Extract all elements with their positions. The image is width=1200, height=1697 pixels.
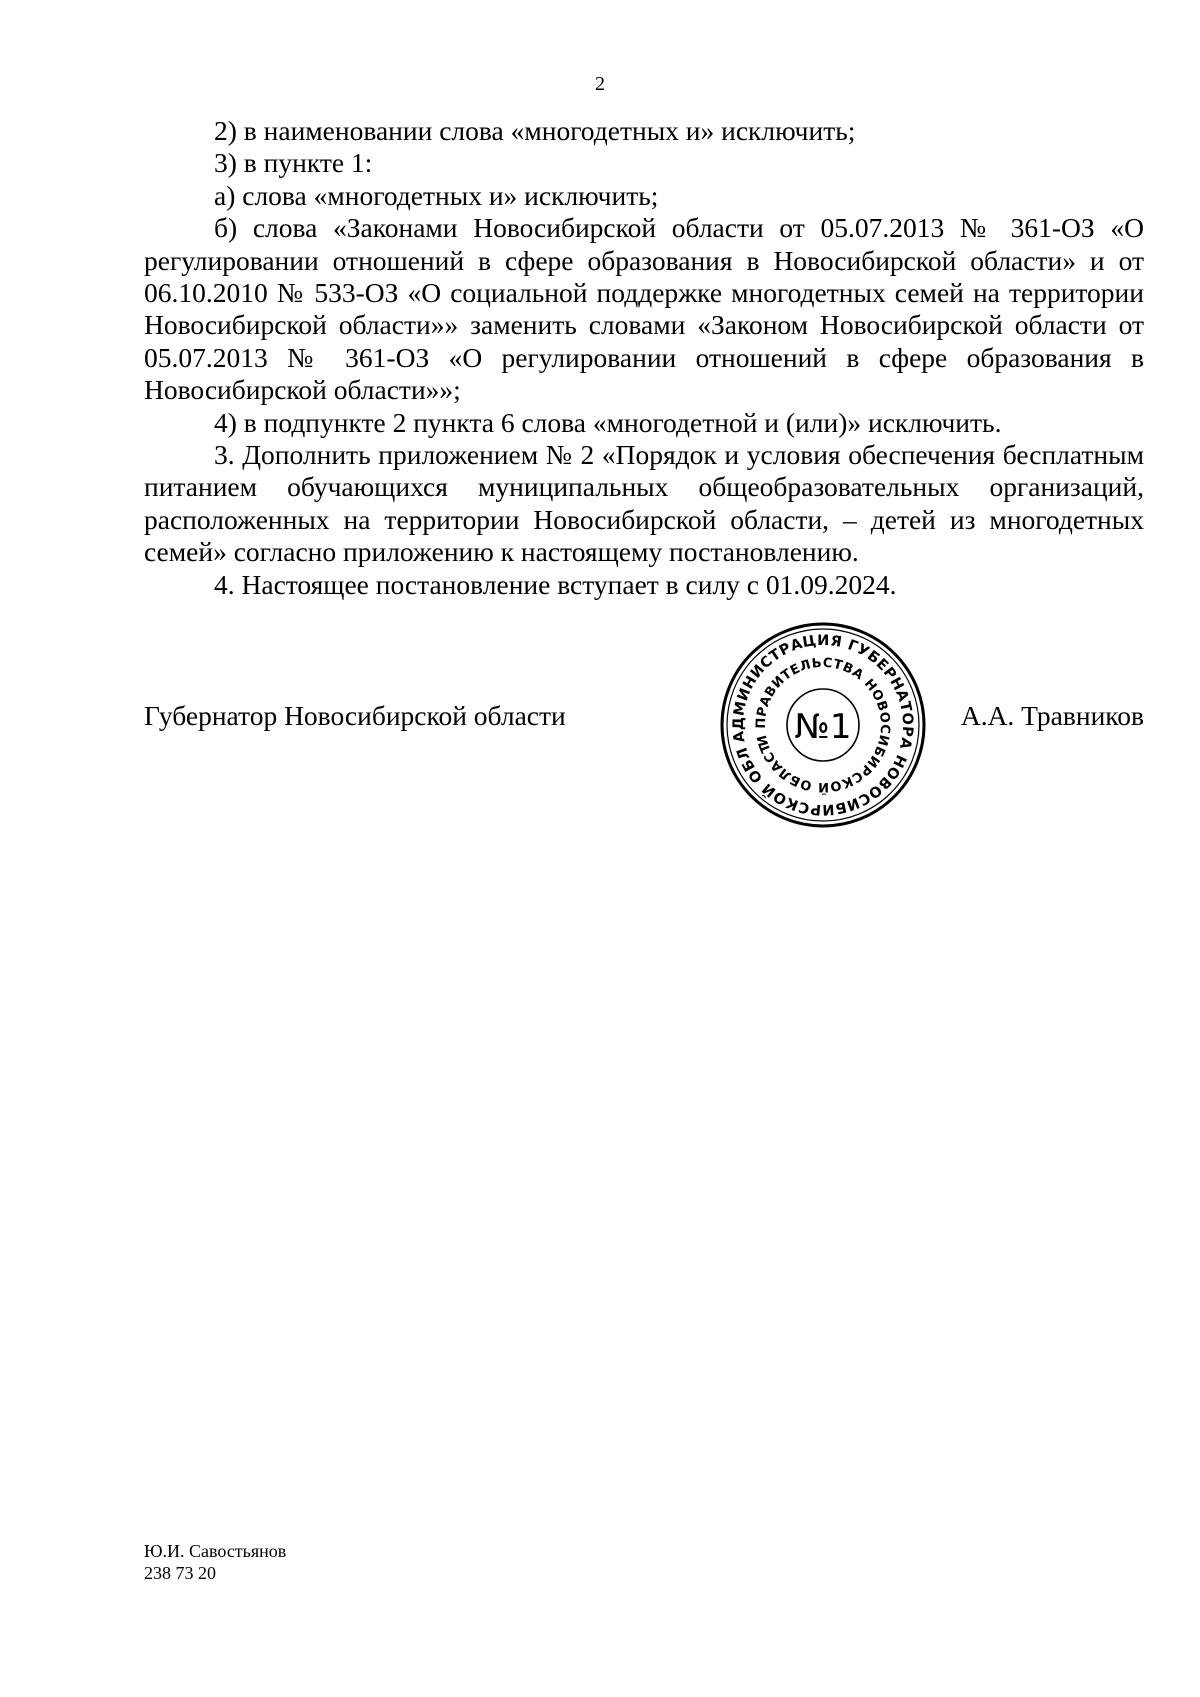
document-body <box>144 115 1144 601</box>
official-seal <box>718 620 928 830</box>
seal-graphic <box>718 620 928 830</box>
signatory-name: А.А. Травников <box>960 700 1144 731</box>
signatory-position: Губернатор Новосибирской области <box>144 700 566 731</box>
signature-block <box>144 620 1144 830</box>
executor-info <box>144 1540 286 1584</box>
seal-center-text: №1 <box>794 707 852 747</box>
paragraph-subitem-a: а) слова «многодетных и» исключить; <box>214 179 659 211</box>
paragraph-subitem-b: б) слова «Законами Новосибирской области от 05.07.2013 № 361-ОЗ «О регулировании отношений в сфере образования в Новосибирской области» и от 06.10.2010 № 533-ОЗ «О социальной поддержке многодетных семей на территории Новосибирской области»» заменить словами «Законом Новосибирской области от 05.07.2013 № 361-ОЗ «О регулировании отношений в сфере образования в Новосибирской области»»; <box>144 212 1144 406</box>
seal-outer-text: АДМИНИСТРАЦИЯ ГУБЕРНАТОРА НОВОСИБИРСКОЙ ОБЛАСТИ <box>730 632 916 818</box>
paragraph-item-2: 2) в наименовании слова «многодетных и» исключить; <box>214 115 856 146</box>
page-number: 2 <box>595 73 605 95</box>
paragraph-item-4: 4) в подпункте 2 пункта 6 слова «многодетной и (или)» исключить. <box>214 406 1002 438</box>
executor-phone: 238 73 20 <box>144 1563 216 1583</box>
paragraph-item-3: 3) в пункте 1: <box>214 147 373 179</box>
executor-name: Ю.И. Савостьянов <box>144 1541 287 1561</box>
seal-inner-text: И ПРАВИТЕЛЬСТВА НОВОСИБИРСКОЙ ОБЛАСТИ <box>753 655 893 795</box>
paragraph-point-4: 4. Настоящее постановление вступает в силу с 01.09.2024. <box>214 568 897 600</box>
paragraph-point-3: 3. Дополнить приложением № 2 «Порядок и условия обеспечения бесплатным питанием обучающихся муниципальных общеобразовательных организаций, расположенных на территории Новосибирской области, – детей из многодетных семей» согласно приложению к настоящему постановлению. <box>144 439 1144 568</box>
